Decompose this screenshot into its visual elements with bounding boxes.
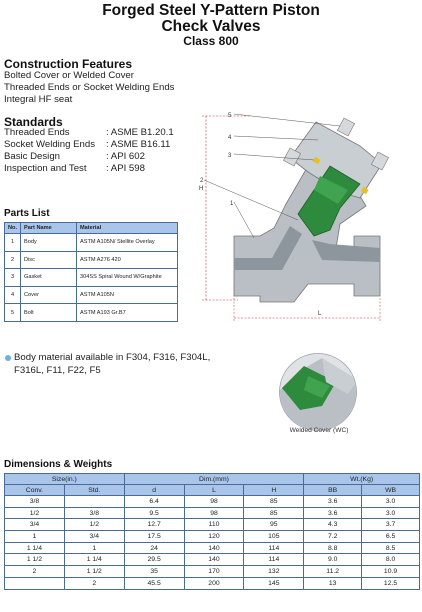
part-no: 2 bbox=[5, 251, 21, 269]
column-header-material: Material bbox=[77, 223, 178, 234]
bullet-icon bbox=[5, 355, 11, 361]
cell-bb: 3.6 bbox=[304, 496, 362, 508]
cell-l: 110 bbox=[184, 519, 244, 531]
table-row bbox=[5, 269, 178, 287]
cell-l: 120 bbox=[184, 531, 244, 543]
cell-conv: 3/8 bbox=[5, 496, 65, 508]
part-name: Bolt bbox=[21, 304, 77, 322]
standards-heading: Standards bbox=[4, 115, 63, 129]
cell-conv: 3/4 bbox=[5, 519, 65, 531]
part-material: ASTM A276 420 bbox=[77, 251, 178, 269]
cell-d: 45.5 bbox=[124, 577, 184, 589]
table-row bbox=[5, 234, 178, 252]
callout-1: 1 bbox=[230, 201, 234, 207]
callout-leader-2 bbox=[204, 180, 298, 220]
table-header-row bbox=[5, 223, 178, 234]
table-row bbox=[5, 531, 420, 543]
callout-2: 2 bbox=[200, 178, 204, 184]
cell-bb: 9.0 bbox=[304, 554, 362, 566]
cell-bb: 8.8 bbox=[304, 542, 362, 554]
dimension-h-label: H bbox=[199, 186, 204, 192]
cell-wb: 8.5 bbox=[362, 542, 420, 554]
part-name: Gasket bbox=[21, 269, 77, 287]
column-header-no: No. bbox=[5, 223, 21, 234]
part-material: ASTM A193 Gr.B7 bbox=[77, 304, 178, 322]
cell-l: 200 bbox=[184, 577, 244, 589]
dimension-l-label: L bbox=[318, 311, 322, 317]
table-row bbox=[5, 519, 420, 531]
construction-feature-2: Threaded Ends or Socket Welding Ends bbox=[4, 82, 175, 93]
column-header-part-name: Part Name bbox=[21, 223, 77, 234]
cell-h: 85 bbox=[244, 496, 304, 508]
cell-l: 170 bbox=[184, 566, 244, 578]
table-row bbox=[5, 496, 420, 508]
page-title-line1: Forged Steel Y-Pattern Piston bbox=[102, 2, 320, 19]
cell-std: 1 bbox=[64, 542, 124, 554]
table-row bbox=[5, 251, 178, 269]
table-row bbox=[5, 304, 178, 322]
cell-bb: 13 bbox=[304, 577, 362, 589]
cell-std: 1/2 bbox=[64, 519, 124, 531]
standard-label: Socket Welding Ends bbox=[4, 139, 96, 150]
cell-std bbox=[64, 496, 124, 508]
table-row bbox=[5, 286, 178, 304]
table-row bbox=[5, 566, 420, 578]
construction-feature-3: Integral HF seat bbox=[4, 94, 73, 105]
cell-conv bbox=[5, 577, 65, 589]
callout-4: 4 bbox=[228, 135, 232, 141]
cell-wb: 12.5 bbox=[362, 577, 420, 589]
cell-d: 24 bbox=[124, 542, 184, 554]
parts-list-table bbox=[4, 222, 178, 322]
callout-leader-5 bbox=[234, 114, 340, 126]
parts-list-heading: Parts List bbox=[4, 208, 50, 219]
dimensions-weights-heading: Dimensions & Weights bbox=[4, 459, 113, 470]
cell-l: 98 bbox=[184, 496, 244, 508]
standard-value: : API 598 bbox=[106, 163, 145, 174]
column-header-conv: Conv. bbox=[5, 485, 65, 496]
cell-l: 98 bbox=[184, 507, 244, 519]
part-name: Body bbox=[21, 234, 77, 252]
column-header-wb: WB bbox=[362, 485, 420, 496]
cell-std: 1 1/4 bbox=[64, 554, 124, 566]
body-material-note: Body material available in F304, F316, F304L, F316L, F11, F22, F5 bbox=[14, 352, 211, 376]
cell-conv: 2 bbox=[5, 566, 65, 578]
column-header-d: d bbox=[124, 485, 184, 496]
part-no: 5 bbox=[5, 304, 21, 322]
part-name: Disc bbox=[21, 251, 77, 269]
bolt-top bbox=[337, 118, 354, 136]
column-header-l: L bbox=[184, 485, 244, 496]
group-header-size: Size(in.) bbox=[5, 474, 125, 485]
cell-d: 29.5 bbox=[124, 554, 184, 566]
standard-label: Basic Design bbox=[4, 151, 60, 162]
cell-std: 3/8 bbox=[64, 507, 124, 519]
standard-value: : ASME B16.11 bbox=[106, 139, 171, 150]
cell-wb: 3.0 bbox=[362, 496, 420, 508]
part-no: 4 bbox=[5, 286, 21, 304]
cell-d: 6.4 bbox=[124, 496, 184, 508]
standard-label: Inspection and Test bbox=[4, 163, 87, 174]
cell-h: 95 bbox=[244, 519, 304, 531]
part-material: ASTM A105N/ Stellite Overlay bbox=[77, 234, 178, 252]
detail-caption: Welded Cover (WC) bbox=[289, 427, 349, 434]
dimensions-weights-table bbox=[4, 473, 420, 590]
callout-3: 3 bbox=[228, 153, 232, 159]
group-header-weight: Wt.(Kg) bbox=[304, 474, 420, 485]
cell-bb: 7.2 bbox=[304, 531, 362, 543]
cell-d: 12.7 bbox=[124, 519, 184, 531]
cell-std: 3/4 bbox=[64, 531, 124, 543]
part-no: 3 bbox=[5, 269, 21, 287]
standard-value: : API 602 bbox=[106, 151, 145, 162]
page-subtitle-class: Class 800 bbox=[183, 34, 239, 48]
part-name: Cover bbox=[21, 286, 77, 304]
cell-h: 114 bbox=[244, 542, 304, 554]
valve-cross-section-drawing bbox=[190, 106, 420, 324]
cell-wb: 3.0 bbox=[362, 507, 420, 519]
cell-h: 132 bbox=[244, 566, 304, 578]
callout-leader-1 bbox=[234, 202, 254, 238]
callout-5: 5 bbox=[228, 113, 232, 119]
part-material: ASTM A105N bbox=[77, 286, 178, 304]
construction-feature-1: Bolted Cover or Welded Cover bbox=[4, 70, 134, 81]
cell-wb: 8.0 bbox=[362, 554, 420, 566]
table-row bbox=[5, 554, 420, 566]
cell-conv: 1 1/4 bbox=[5, 542, 65, 554]
table-group-header-row bbox=[5, 474, 420, 485]
table-row bbox=[5, 507, 420, 519]
cell-conv: 1 bbox=[5, 531, 65, 543]
cell-d: 35 bbox=[124, 566, 184, 578]
cell-bb: 3.6 bbox=[304, 507, 362, 519]
page-title-line2: Check Valves bbox=[161, 18, 261, 35]
part-material: 304SS Spiral Wound W/Graphite bbox=[77, 269, 178, 287]
cell-wb: 3.7 bbox=[362, 519, 420, 531]
cell-bb: 4.3 bbox=[304, 519, 362, 531]
cell-std: 2 bbox=[64, 577, 124, 589]
cell-l: 140 bbox=[184, 554, 244, 566]
cell-l: 140 bbox=[184, 542, 244, 554]
group-header-dim: Dim.(mm) bbox=[124, 474, 304, 485]
column-header-h: H bbox=[244, 485, 304, 496]
cell-d: 9.5 bbox=[124, 507, 184, 519]
column-header-bb: BB bbox=[304, 485, 362, 496]
column-header-std: Std. bbox=[64, 485, 124, 496]
standard-value: : ASME B1.20.1 bbox=[106, 127, 174, 138]
cell-wb: 6.5 bbox=[362, 531, 420, 543]
construction-features-heading: Construction Features bbox=[4, 57, 133, 71]
table-row bbox=[5, 577, 420, 589]
cell-conv: 1/2 bbox=[5, 507, 65, 519]
cell-std: 1 1/2 bbox=[64, 566, 124, 578]
table-sub-header-row bbox=[5, 485, 420, 496]
cell-h: 105 bbox=[244, 531, 304, 543]
cell-bb: 11.2 bbox=[304, 566, 362, 578]
cell-h: 114 bbox=[244, 554, 304, 566]
standard-label: Threaded Ends bbox=[4, 127, 70, 138]
part-no: 1 bbox=[5, 234, 21, 252]
table-row bbox=[5, 542, 420, 554]
cell-wb: 10.9 bbox=[362, 566, 420, 578]
welded-cover-detail-drawing bbox=[278, 352, 358, 434]
cell-h: 85 bbox=[244, 507, 304, 519]
cell-h: 145 bbox=[244, 577, 304, 589]
cell-conv: 1 1/2 bbox=[5, 554, 65, 566]
cell-d: 17.5 bbox=[124, 531, 184, 543]
